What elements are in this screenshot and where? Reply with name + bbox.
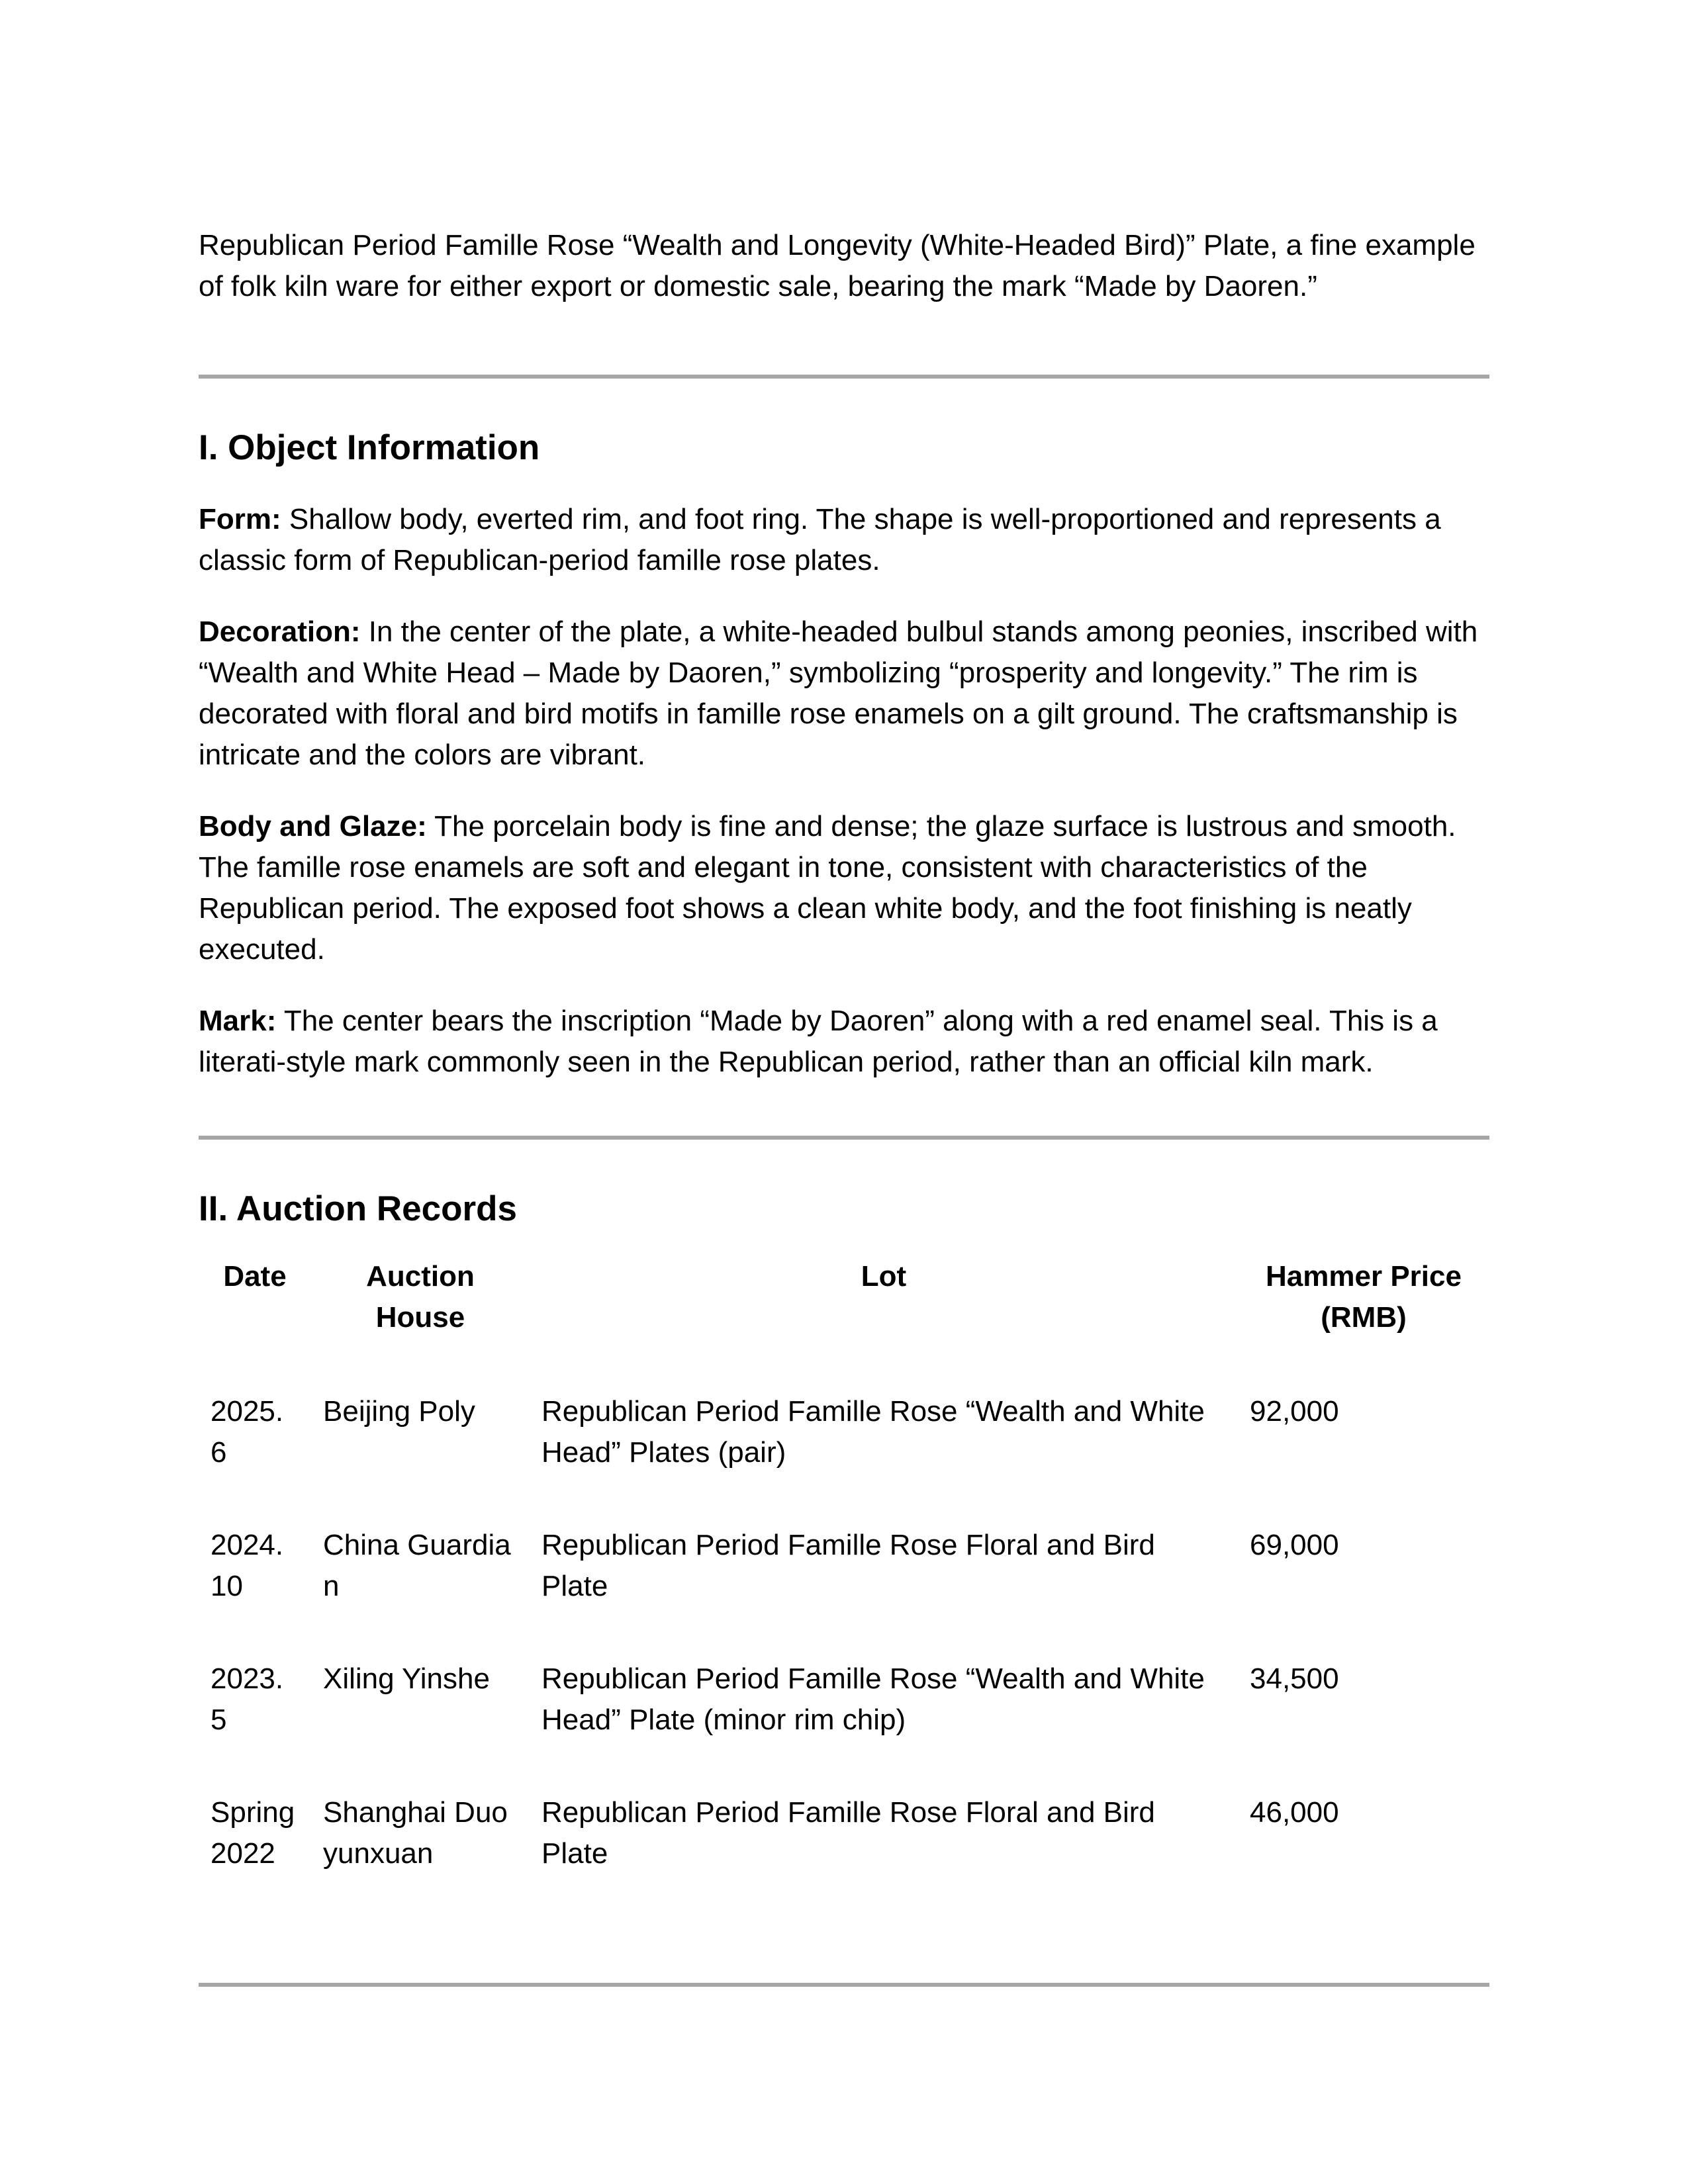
object-information-heading: I. Object Information (199, 428, 540, 467)
cell-auction-house: Shanghai Duoyunxuan (323, 1796, 508, 1870)
cell-date: Spring 2022 (211, 1796, 295, 1870)
header-hammer-price: Hammer Price (RMB) (1266, 1260, 1462, 1334)
cell-hammer-price: 46,000 (1250, 1796, 1339, 1829)
form-text: Shallow body, everted rim, and foot ring. The shape is well-proportioned and represents a classic form of Republican-period famille rose plates. (199, 503, 1441, 576)
section-divider (199, 1983, 1489, 1987)
cell-lot: Republican Period Famille Rose Floral and Bird Plate (541, 1796, 1155, 1870)
cell-hammer-price: 69,000 (1250, 1529, 1339, 1561)
section-divider (199, 375, 1489, 379)
cell-hammer-price: 92,000 (1250, 1395, 1339, 1428)
form-field (199, 499, 1489, 581)
table-row (199, 1659, 1489, 1792)
section-divider (199, 1136, 1489, 1140)
table-header-row (199, 1256, 1489, 1391)
mark-text: The center bears the inscription “Made by Daoren” along with a red enamel seal. This is a literati-style mark commonly seen in the Republican period, rather than an official kiln mark. (199, 1005, 1438, 1078)
auction-records-heading: II. Auction Records (199, 1189, 517, 1228)
form-label: Form: (199, 503, 281, 535)
auction-records-table (199, 1256, 1489, 1926)
cell-date: 2025.6 (211, 1395, 284, 1469)
table-row (199, 1525, 1489, 1659)
cell-hammer-price: 34,500 (1250, 1662, 1339, 1695)
document-page (199, 225, 1489, 1987)
body-glaze-text: The porcelain body is fine and dense; the glaze surface is lustrous and smooth. The famille rose enamels are soft and elegant in tone, consistent with characteristics of the Republican period. The exposed foot shows a clean white body, and the foot finishing is neatly executed. (199, 810, 1456, 966)
decoration-label: Decoration: (199, 615, 361, 648)
header-date: Date (223, 1260, 287, 1293)
cell-date: 2024.10 (211, 1529, 284, 1602)
decoration-field (199, 612, 1489, 776)
header-auction-house: Auction House (366, 1260, 475, 1334)
cell-auction-house: Xiling Yinshe (323, 1662, 490, 1695)
header-lot: Lot (861, 1260, 907, 1293)
cell-lot: Republican Period Famille Rose “Wealth and White Head” Plates (pair) (541, 1395, 1205, 1469)
mark-field (199, 1001, 1489, 1083)
cell-lot: Republican Period Famille Rose “Wealth and White Head” Plate (minor rim chip) (541, 1662, 1205, 1736)
cell-lot: Republican Period Famille Rose Floral and Bird Plate (541, 1529, 1155, 1602)
cell-auction-house: Beijing Poly (323, 1395, 475, 1428)
mark-label: Mark: (199, 1005, 277, 1037)
body-glaze-field (199, 806, 1489, 970)
intro-paragraph: Republican Period Famille Rose “Wealth and Longevity (White-Headed Bird)” Plate, a fine example of folk kiln ware for either export or domestic sale, bearing the mark “Made by Daoren.” (199, 229, 1476, 302)
body-glaze-label: Body and Glaze: (199, 810, 427, 842)
decoration-text: In the center of the plate, a white-headed bulbul stands among peonies, inscribed with “Wealth and White Head – Made by Daoren,” symbolizing “prosperity and longevity.” The rim is decorated with floral and bird motifs in famille rose enamels on a gilt ground. The craftsmanship is intricate and the colors are vibrant. (199, 615, 1478, 771)
table-row (199, 1391, 1489, 1525)
table-row (199, 1792, 1489, 1926)
cell-auction-house: China Guardian (323, 1529, 511, 1602)
cell-date: 2023.5 (211, 1662, 284, 1736)
